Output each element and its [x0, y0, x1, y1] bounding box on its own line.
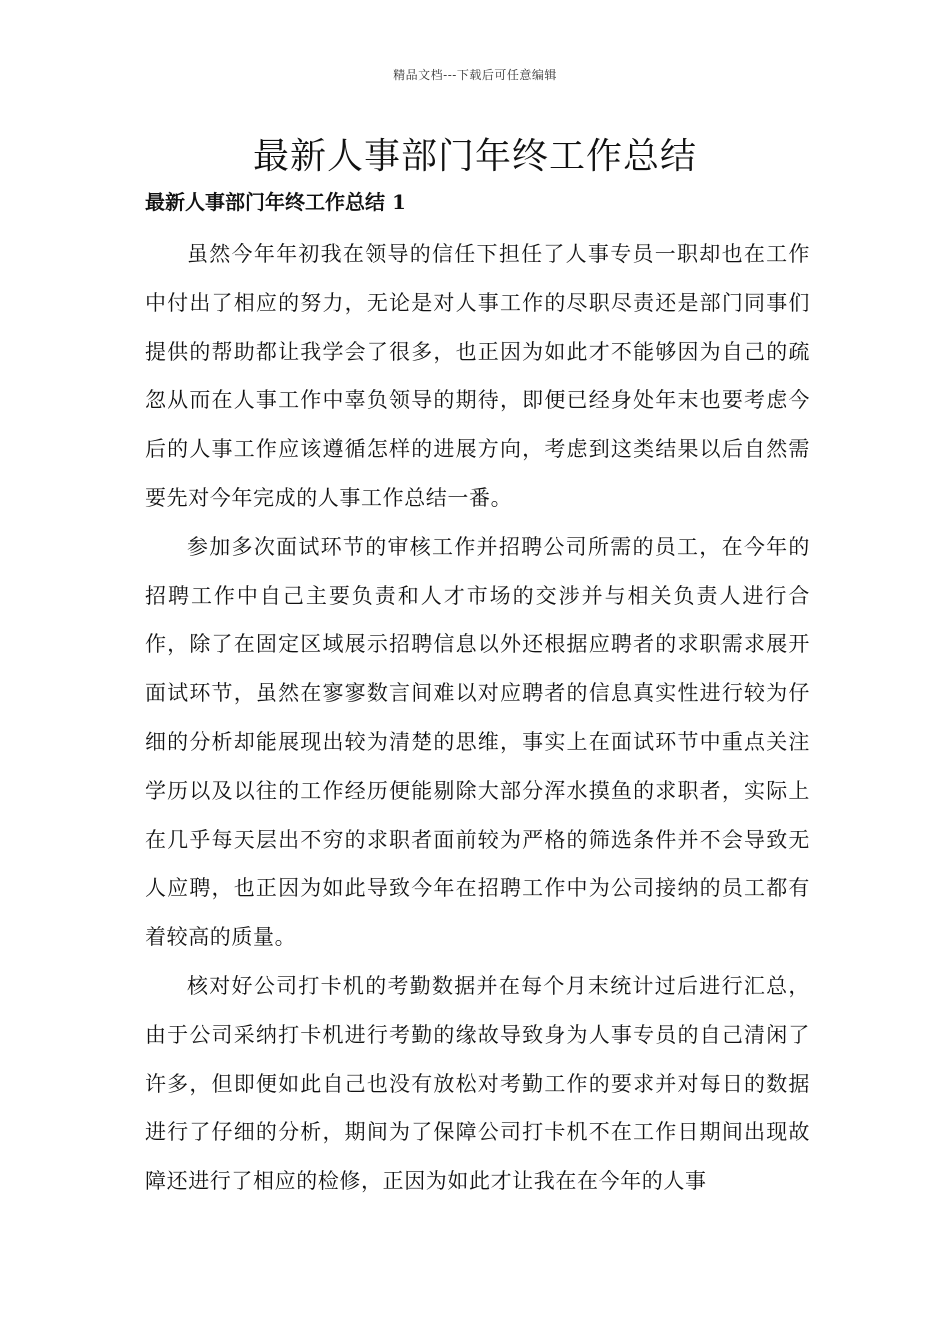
- header-note: 精品文档---下载后可任意编辑: [393, 68, 557, 82]
- body-text: [145, 230, 810, 1206]
- paragraph-3: 核对好公司打卡机的考勤数据并在每个月末统计过后进行汇总，由于公司采纳打卡机进行考勤的缘故导致身为人事专员的自己清闲了许多，但即便如此自己也没有放松对考勤工作的要求并对每日的数据进行了仔细的分析，期间为了保障公司打卡机不在工作日期间出现故障还进行了相应的检修，正因为如此才让我在在今年的人事: [145, 973, 810, 1194]
- section-heading: 最新人事部门年终工作总结 1: [145, 190, 406, 214]
- document-title: 最新人事部门年终工作总结: [252, 136, 697, 177]
- paragraph-2: 参加多次面试环节的审核工作并招聘公司所需的员工，在今年的招聘工作中自己主要负责和人才市场的交涉并与相关负责人进行合作，除了在固定区域展示招聘信息以外还根据应聘者的求职需求展开面试环节，虽然在寥寥数言间难以对应聘者的信息真实性进行较为仔细的分析却能展现出较为清楚的思维，事实上在面试环节中重点关注学历以及以往的工作经历便能剔除大部分浑水摸鱼的求职者，实际上在几乎每天层出不穷的求职者面前较为严格的筛选条件并不会导致无人应聘，也正因为如此导致今年在招聘工作中为公司接纳的员工都有着较高的质量。: [145, 534, 810, 950]
- paragraph-1: 虽然今年年初我在领导的信任下担任了人事专员一职却也在工作中付出了相应的努力，无论是对人事工作的尽职尽责还是部门同事们提供的帮助都让我学会了很多，也正因为如此才不能够因为自己的疏忽从而在人事工作中辜负领导的期待，即便已经身处年末也要考虑今后的人事工作应该遵循怎样的进展方向，考虑到这类结果以后自然需要先对今年完成的人事工作总结一番。: [145, 242, 810, 510]
